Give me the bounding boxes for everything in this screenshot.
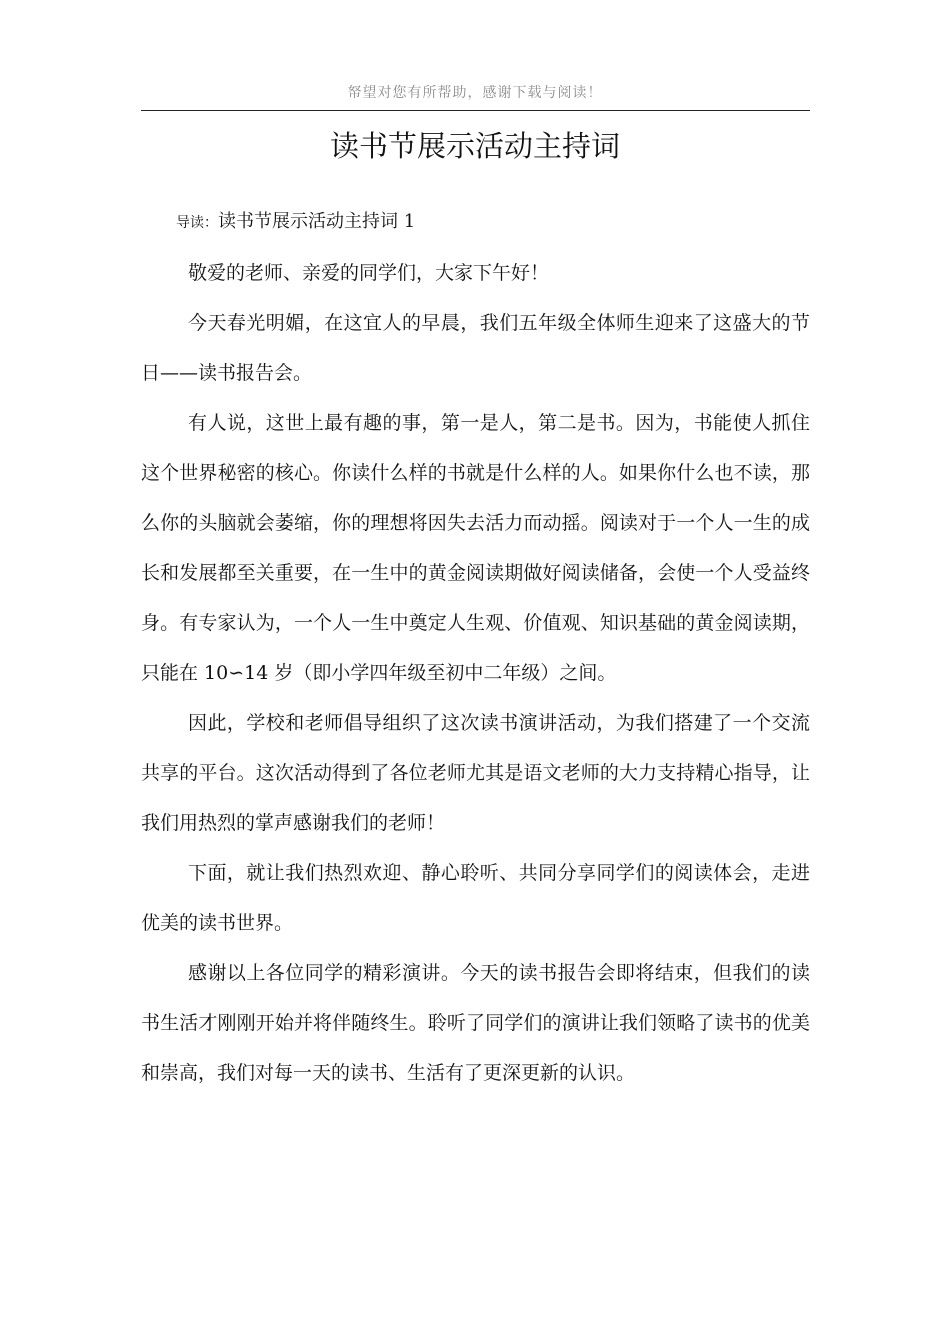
paragraph-greeting: 敬爱的老师、亲爱的同学们，大家下午好！ [188, 262, 550, 284]
header-divider [141, 110, 810, 111]
paragraph-reading-value: 有人说，这世上最有趣的事，第一是人，第二是书。因为，书能使人抓住这个世界秘密的核心。你读什么样的书就是什么样的人。如果你什么也不读，那么你的头脑就会萎缩，你的理想将因失去活力而动摇。阅读对于一个人一生的成长和发展都至关重要，在一生中的黄金阅读期做好阅读储备，会使一个人受益终身。有专家认为，一个人一生中奠定人生观、价值观、知识基础的黄金阅读期，只能在 10∽14 岁（即小学四年级至初中二年级）之间。 [141, 412, 810, 684]
lead-label: 导读： [176, 215, 218, 231]
body-text [141, 248, 810, 1098]
paragraph-welcome: 下面，就让我们热烈欢迎、静心聆听、共同分享同学们的阅读体会，走进优美的读书世界。 [141, 862, 810, 934]
paragraph-closing: 感谢以上各位同学的精彩演讲。今天的读书报告会即将结束，但我们的读书生活才刚刚开始并将伴随终生。聆听了同学们的演讲让我们领略了读书的优美和崇高，我们对每一天的读书、生活有了更深更新的认识。 [141, 962, 810, 1084]
lead-line [176, 208, 415, 237]
paragraph-thanks-teachers: 因此，学校和老师倡导组织了这次读书演讲活动，为我们搭建了一个交流共享的平台。这次活动得到了各位老师尤其是语文老师的大力支持精心指导，让我们用热烈的掌声感谢我们的老师！ [141, 712, 810, 834]
paragraph-opening: 今天春光明媚，在这宜人的早晨，我们五年级全体师生迎来了这盛大的节日——读书报告会。 [141, 312, 810, 384]
header-note: 帑望对您有所帮助，感谢下载与阅读！ [347, 85, 603, 101]
lead-text: 读书节展示活动主持词 1 [218, 211, 416, 232]
page-title: 读书节展示活动主持词 [329, 129, 620, 163]
